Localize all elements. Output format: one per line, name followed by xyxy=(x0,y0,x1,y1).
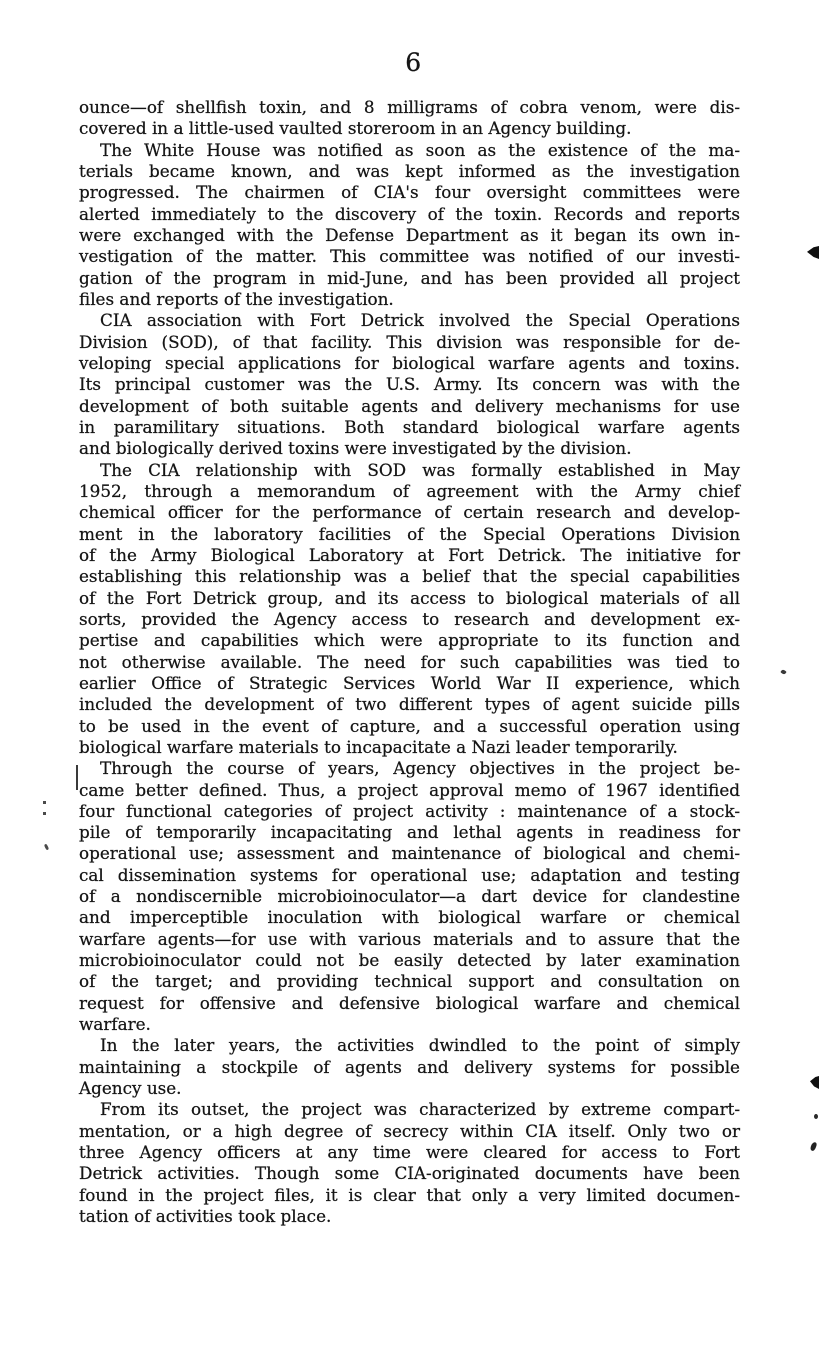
text-line: Division (SOD), of that facility. This division was responsible for de- xyxy=(79,331,740,352)
text-line: From its outset, the project was characterized by extreme compart- xyxy=(100,1099,740,1120)
text-line: of a nondiscernible microbioinoculator—a dart device for clandestine xyxy=(79,886,740,907)
scan-artifact xyxy=(780,669,786,675)
text-line: maintaining a stockpile of agents and delivery systems for possible xyxy=(79,1056,740,1077)
scan-artifact xyxy=(43,801,46,804)
scan-artifact xyxy=(810,1141,818,1151)
text-line: and biologically derived toxins were investigated by the division. xyxy=(79,438,632,459)
text-line: Agency use. xyxy=(79,1078,182,1099)
text-line: Detrick activities. Though some CIA-originated documents have been xyxy=(79,1163,740,1184)
scan-artifact xyxy=(76,765,78,790)
text-line: CIA association with Fort Detrick involved the Special Operations xyxy=(100,310,740,331)
text-line: pile of temporarily incapacitating and lethal agents in readiness for xyxy=(79,822,740,843)
text-line: veloping special applications for biological warfare agents and toxins. xyxy=(79,352,740,373)
text-line: and imperceptible inoculation with biological warfare or chemical xyxy=(79,907,740,928)
text-line: warfare agents—for use with various materials and to assure that the xyxy=(79,928,740,949)
text-line: covered in a little-used vaulted storeroom in an Agency building. xyxy=(79,118,632,139)
document-body xyxy=(79,97,740,1227)
text-line: of the target; and providing technical support and consultation on xyxy=(79,971,740,992)
text-line: mentation, or a high degree of secrecy within CIA itself. Only two or xyxy=(79,1120,740,1141)
text-line: came better defined. Thus, a project approval memo of 1967 identified xyxy=(79,779,740,800)
text-line: earlier Office of Strategic Services World War II experience, which xyxy=(79,672,740,693)
text-line: to be used in the event of capture, and a successful operation using xyxy=(79,715,740,736)
text-line: of the Fort Detrick group, and its access to biological materials of all xyxy=(79,587,740,608)
text-line: sorts, provided the Agency access to research and development ex- xyxy=(79,608,740,629)
text-line: Through the course of years, Agency objectives in the project be- xyxy=(100,758,740,779)
text-line: operational use; assessment and maintenance of biological and chemi- xyxy=(79,843,740,864)
text-line: 1952, through a memorandum of agreement with the Army chief xyxy=(79,480,740,501)
text-line: files and reports of the investigation. xyxy=(79,288,394,309)
text-line: four functional categories of project activity : maintenance of a stock- xyxy=(79,800,740,821)
scan-artifact xyxy=(807,246,819,259)
scan-artifact xyxy=(44,844,49,851)
scan-artifact xyxy=(810,1076,819,1089)
text-line: three Agency officers at any time were cleared for access to Fort xyxy=(79,1142,740,1163)
text-line: gation of the program in mid-June, and has been provided all project xyxy=(79,267,740,288)
text-line: in paramilitary situations. Both standard biological warfare agents xyxy=(79,416,740,437)
text-line: vestigation of the matter. This committee was notified of our investi- xyxy=(79,246,740,267)
text-line: not otherwise available. The need for such capabilities was tied to xyxy=(79,651,740,672)
text-line: warfare. xyxy=(79,1014,151,1035)
text-line: included the development of two different types of agent suicide pills xyxy=(79,694,740,715)
text-line: In the later years, the activities dwindled to the point of simply xyxy=(100,1035,740,1056)
text-line: development of both suitable agents and delivery mechanisms for use xyxy=(79,395,740,416)
text-line: chemical officer for the performance of certain research and develop- xyxy=(79,502,740,523)
text-line: request for offensive and defensive biological warfare and chemical xyxy=(79,992,740,1013)
text-line: tation of activities took place. xyxy=(79,1206,332,1227)
text-line: ounce—of shellfish toxin, and 8 milligrams of cobra venom, were dis- xyxy=(79,97,740,117)
text-line: alerted immediately to the discovery of the toxin. Records and reports xyxy=(79,203,740,224)
text-line: progressed. The chairmen of CIA's four oversight committees were xyxy=(79,182,740,203)
scan-artifact xyxy=(814,1114,818,1119)
text-line: were exchanged with the Defense Department as it began its own in- xyxy=(79,224,740,245)
text-line: The CIA relationship with SOD was formally established in May xyxy=(100,459,740,480)
text-line: cal dissemination systems for operational use; adaptation and testing xyxy=(79,864,740,885)
text-line: of the Army Biological Laboratory at Fort Detrick. The initiative for xyxy=(79,544,740,565)
text-line: microbioinoculator could not be easily detected by later examination xyxy=(79,950,740,971)
text-line: ment in the laboratory facilities of the Special Operations Division xyxy=(79,523,740,544)
text-line: terials became known, and was kept informed as the investigation xyxy=(79,160,740,181)
text-line: Its principal customer was the U.S. Army. Its concern was with the xyxy=(79,374,740,395)
text-line: found in the project files, it is clear that only a very limited documen- xyxy=(79,1184,740,1205)
page-number: 6 xyxy=(405,48,422,77)
text-line: pertise and capabilities which were appropriate to its function and xyxy=(79,630,740,651)
text-line: biological warfare materials to incapacitate a Nazi leader temporarily. xyxy=(79,736,678,757)
text-line: establishing this relationship was a belief that the special capabilities xyxy=(79,566,740,587)
text-line: The White House was notified as soon as the existence of the ma- xyxy=(100,139,740,160)
